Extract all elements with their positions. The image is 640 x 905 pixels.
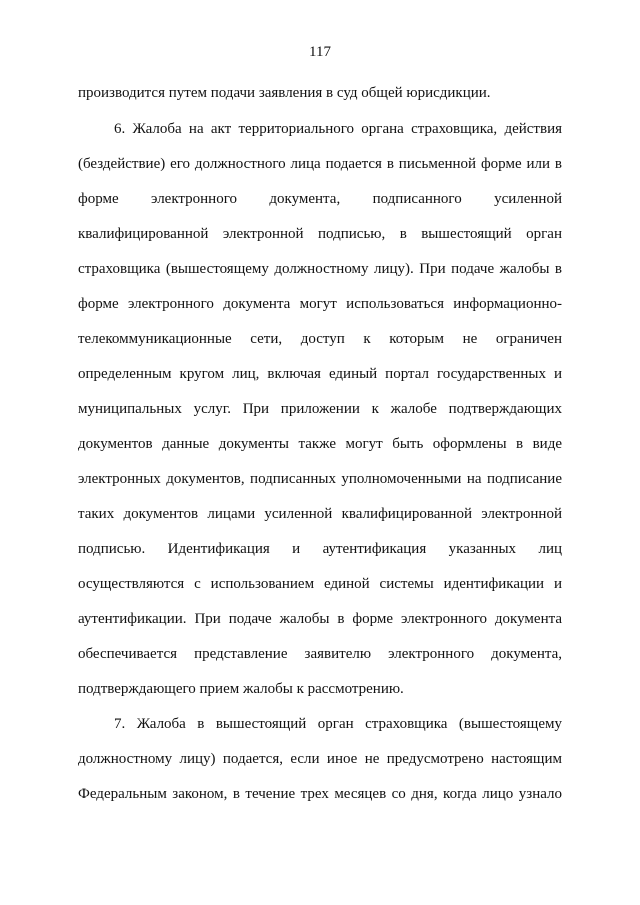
text-line: определенным кругом лиц, включая единый портал государственных и (78, 366, 562, 382)
text-line: телекоммуникационные сети, доступ к которым не ограничен (78, 331, 562, 347)
text-line: подписью. Идентификация и аутентификация указанных лиц (78, 541, 562, 557)
text-line: страховщика (вышестоящему должностному лицу). При подаче жалобы в (78, 261, 562, 277)
body-text (78, 0, 562, 905)
text-line: электронных документов, подписанных уполномоченными на подписание (78, 471, 562, 487)
text-line: аутентификации. При подаче жалобы в форме электронного документа (78, 611, 562, 627)
text-line: таких документов лицами усиленной квалифицированной электронной (78, 506, 562, 522)
text-line: обеспечивается представление заявителю электронного документа, (78, 646, 562, 662)
page-number: 117 (309, 44, 331, 60)
text-line: производится путем подачи заявления в суд общей юрисдикции. (78, 85, 491, 101)
text-line: муниципальных услуг. При приложении к жалобе подтверждающих (78, 401, 562, 417)
text-line: 7. Жалоба в вышестоящий орган страховщика (вышестоящему (114, 716, 562, 732)
text-line: должностному лицу) подается, если иное не предусмотрено настоящим (78, 751, 562, 767)
text-line: Федеральным законом, в течение трех месяцев со дня, когда лицо узнало (78, 786, 562, 802)
text-line: документов данные документы также могут быть оформлены в виде (78, 436, 562, 452)
text-line: форме электронного документа, подписанного усиленной (78, 191, 562, 207)
text-line: форме электронного документа могут использоваться информационно- (78, 296, 562, 312)
text-line: (бездействие) его должностного лица подается в письменной форме или в (78, 156, 562, 172)
text-line: осуществляются с использованием единой системы идентификации и (78, 576, 562, 592)
text-line: подтверждающего прием жалобы к рассмотрению. (78, 681, 404, 697)
text-line: 6. Жалоба на акт территориального органа страховщика, действия (114, 121, 562, 137)
text-line: квалифицированной электронной подписью, в вышестоящий орган (78, 226, 562, 242)
